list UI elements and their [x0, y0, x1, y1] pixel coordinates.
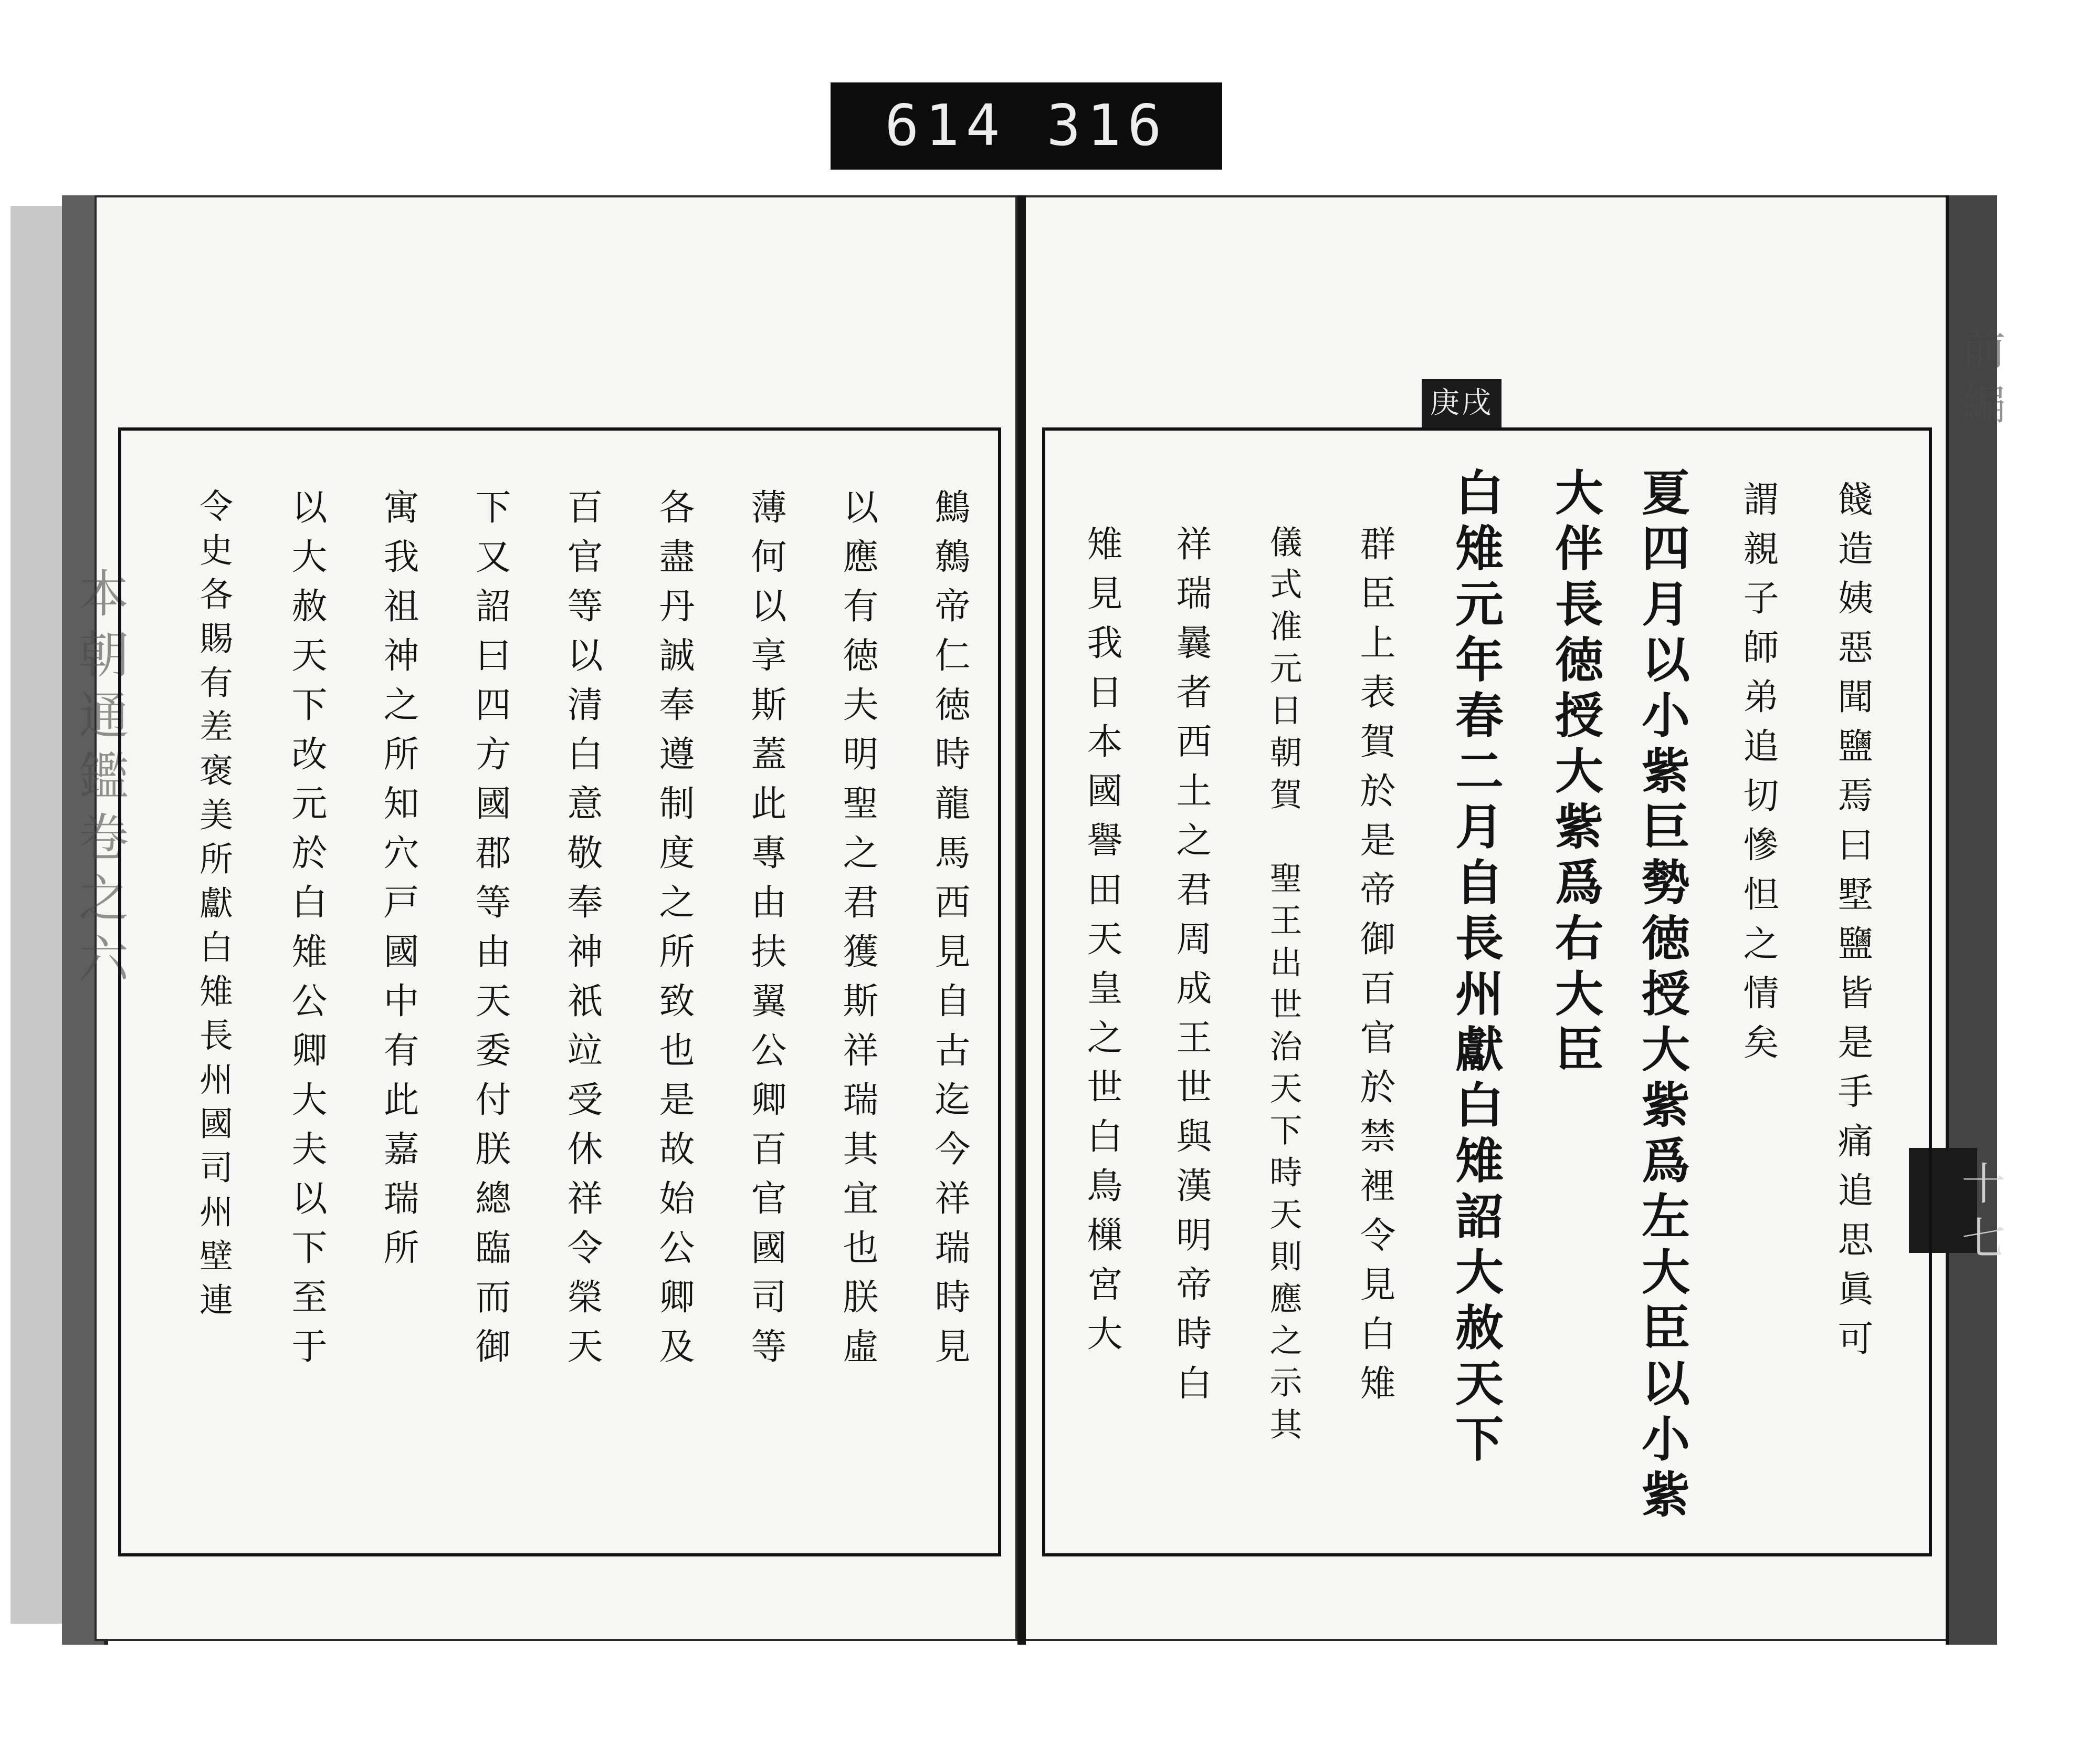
right-text-column: 謂親子師弟追切慘怛之情矣: [1737, 480, 1779, 1073]
right-text-column: 祥瑞曩者西土之君周成王世與漢明帝時白: [1170, 525, 1212, 1414]
right-text-column: 群臣上表賀於是帝御百官於禁裡令見白雉: [1354, 525, 1395, 1414]
left-text-column: 薄何以享斯蓋此專由扶翼公卿百官國司等: [745, 488, 786, 1377]
left-book-edge: [10, 206, 62, 1624]
right-running-title: 前編: [1955, 326, 2006, 435]
right-text-column: 餞造姨惡聞鹽焉曰墅鹽皆是手痛追思眞可: [1832, 480, 1873, 1369]
film-number-label: 614 316: [831, 82, 1222, 170]
marginal-year-tag: 庚戌: [1422, 379, 1502, 427]
left-text-column: 各盡丹誠奉遵制度之所致也是故始公卿及: [653, 488, 695, 1377]
left-text-column: 以應有徳夫明聖之君獲斯祥瑞其宜也朕虛: [837, 488, 878, 1377]
right-text-column: 雉見我日本國譽田天皇之世白鳥樔宮大: [1081, 525, 1122, 1364]
left-running-title: 本朝通鑑卷之六: [70, 567, 129, 994]
left-text-column: 寓我祖神之所知穴戸國中有此嘉瑞所: [377, 488, 419, 1278]
left-text-column: 鷦鷯帝仁徳時龍馬西見自古迄今祥瑞時見: [929, 488, 970, 1377]
right-text-column: 夏四月以小紫巨勢徳授大紫爲左大臣以小紫: [1634, 467, 1690, 1525]
book-gutter: [1017, 195, 1026, 1645]
left-text-column: 下又詔曰四方國郡等由天委付朕總臨而御: [469, 488, 511, 1377]
left-text-column: 以大赦天下改元於白雉公卿大夫以下至于: [286, 488, 327, 1377]
left-text-column: 百官等以清白意敬奉神祇竝受休祥令榮天: [561, 488, 603, 1377]
right-text-column: 儀式准元日朝賀 聖王出世治天下時天則應之示其: [1264, 525, 1303, 1449]
right-text-column: 大伴長徳授大紫爲右大臣: [1547, 467, 1604, 1080]
right-folio: 十七: [1955, 1161, 2006, 1270]
right-text-column: 白雉元年春二月自長州獻白雉詔大赦天下: [1447, 467, 1504, 1469]
left-text-column: 令史各賜有差褒美所獻白雉長州國司州壁連: [194, 488, 233, 1326]
